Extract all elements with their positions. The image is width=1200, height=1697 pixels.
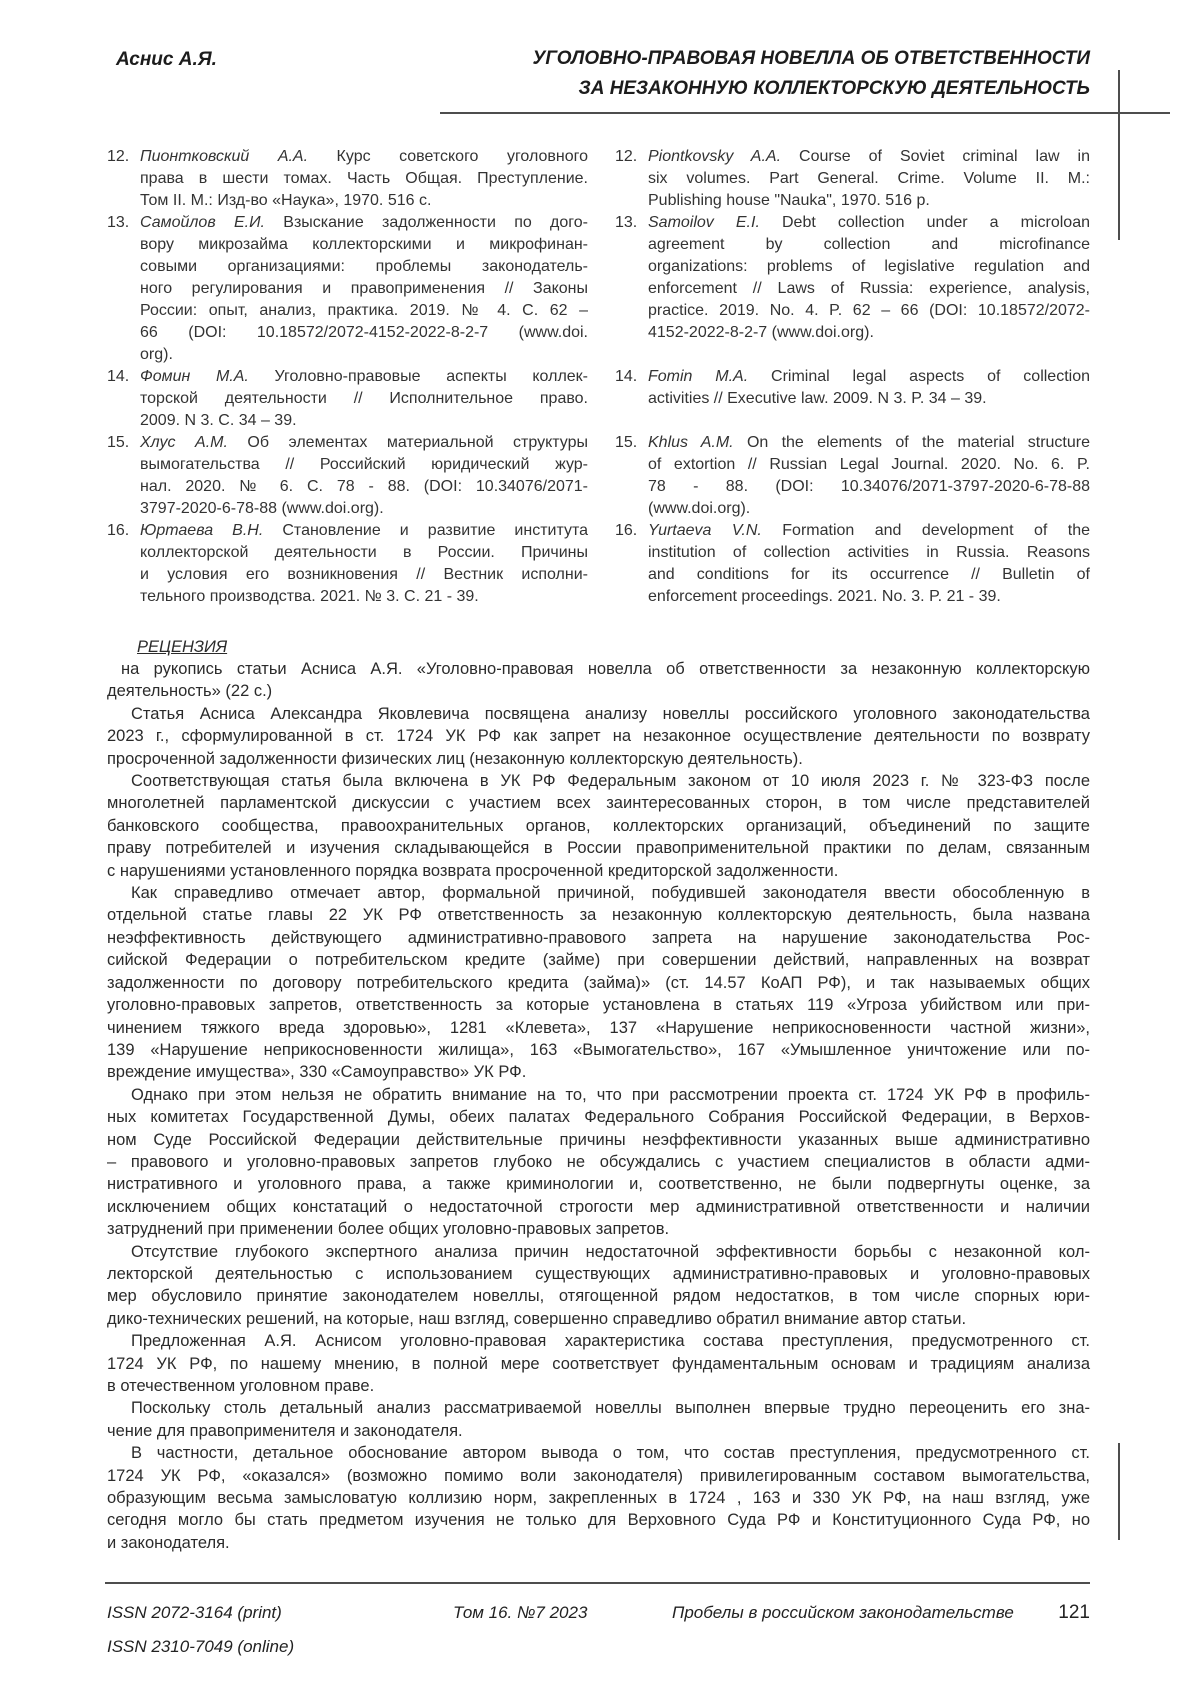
text-line: Самойлов Е.И. Взыскание задолженности по дого-: [140, 214, 588, 231]
review-section: [107, 636, 1090, 1554]
review-paragraph: [107, 1241, 1090, 1331]
text-line: – правового и уголовно-правовых запретов глубоко не обсуждались с участием специалистов в области адми-: [107, 1152, 1090, 1171]
text-line: вору микрозайма коллекторскими и микрофинан-: [140, 236, 588, 253]
reference-number: 14.: [107, 368, 130, 385]
reference-number: 15.: [107, 434, 130, 451]
reference-text: [140, 520, 588, 608]
reference-text: [648, 432, 1090, 520]
text-line: сийской Федерации о потребительском кредите (займе) при совершении действий, направленных на возврат: [107, 951, 1090, 970]
reference-number: 13.: [107, 214, 130, 231]
text-line: уголовно-правовых запретов, ответственность за которые установлена в статьях 119 «Угроза убийством или при-: [107, 996, 1090, 1015]
text-line: дико-технических решений, на которые, наш взгляд, совершенно справедливо обратил внимание автор статьи.: [107, 1309, 967, 1328]
text-line: 3797-2020-6-78-88 (www.doi.org).: [140, 500, 384, 517]
reference-author: Samoilov E.I.: [648, 214, 782, 231]
reference-item-en: [615, 520, 1090, 608]
review-paragraph: [107, 1084, 1090, 1241]
text-line: Однако при этом нельзя не обратить внимание на то, что при рассмотрении проекта ст. 1724 УК РФ в профиль-: [131, 1085, 1090, 1104]
text-line: многолетней парламентской дискуссии с участием всех заинтересованных сторон, в том числе представителей: [107, 794, 1090, 813]
text-line: practice. 2019. No. 4. P. 62 – 66 (DOI: 10.18572/2072-: [648, 302, 1090, 319]
text-line: 66 (DOI: 10.18572/2072-4152-2022-8-2-7 (www.doi.: [140, 324, 588, 341]
text-line: 1724 УК РФ, «оказался» (возможно помимо воли законодателя) привилегированным составом вымогательства,: [107, 1466, 1090, 1485]
reference-item-en: [615, 366, 1090, 432]
text-line: и условия его возникновения // Вестник исполни-: [140, 566, 588, 583]
reference-number: 12.: [107, 148, 130, 165]
text-line: коллекторской деятельности в России. Причины: [140, 544, 588, 561]
text-line: Поскольку столь детальный анализ рассматриваемой новеллы выполнен впервые трудно переоценить его зна-: [131, 1399, 1090, 1418]
reference-number: 16.: [615, 522, 638, 539]
references-list: [107, 146, 1090, 608]
text-line: 2023 г., сформулированной в ст. 1724 УК РФ как запрет на незаконное осуществление деятельности по возврату: [107, 727, 1090, 746]
reference-author: Пионтковский А.А.: [140, 148, 337, 165]
text-line: образующим весьма замысловатую коллизию норм, закрепленных в 1724 , 163 и 330 УК РФ, на наш взгляд, уже: [107, 1489, 1090, 1508]
text-line: торской деятельности // Исполнительное право.: [140, 390, 588, 407]
page-footer: [107, 1596, 1090, 1676]
text-line: неэффективность действующего административно-правового запрета на нарушение законодательства Рос-: [107, 928, 1090, 947]
reference-text: [648, 520, 1090, 608]
text-line: (www.doi.org).: [648, 500, 751, 517]
header-rule: [440, 112, 1170, 114]
reference-author: Фомин М.А.: [140, 368, 275, 385]
journal-name: Пробелы в российском законодательстве: [672, 1603, 1014, 1622]
text-line: тельного производства. 2021. № 3. С. 21 - 39.: [140, 588, 479, 605]
text-line: лекторской деятельностью с использованием существующих административно-правовых и уголовно-правовых: [107, 1264, 1090, 1283]
reference-number: 13.: [615, 214, 638, 231]
text-line: Yurtaeva V.N. Formation and development of the: [648, 522, 1091, 539]
footer-rule: [105, 1582, 1090, 1584]
reference-item-ru: [107, 520, 588, 608]
reference-author: Хлус А.М.: [140, 434, 248, 451]
text-line: 4152-2022-8-2-7 (www.doi.org).: [648, 324, 874, 341]
review-heading: РЕЦЕНЗИЯ: [137, 638, 228, 656]
text-line: отдельной статье главы 22 УК РФ ответственность за незаконную коллекторскую деятельность, была названа: [107, 906, 1090, 925]
text-line: Фомин М.А. Уголовно-правовые аспекты коллек-: [140, 368, 588, 385]
text-line: задолженности по договору потребительского кредита (займа)» (ст. 14.57 КоАП РФ), и так называемых общих: [107, 973, 1090, 992]
text-line: с нарушениями установленного порядка возврата просроченной кредиторской задолженности.: [107, 861, 839, 880]
reference-text: [140, 212, 588, 366]
text-line: сегодня могло бы стать предметом изучения не только для Верховного Суда РФ и Конституционного Суда РФ, но: [107, 1511, 1090, 1530]
reference-item-en: [615, 212, 1090, 366]
reference-text: [140, 432, 588, 520]
text-line: на рукопись статьи Асниса А.Я. «Уголовно-правовая новелла об ответственности за незаконную коллекторскую: [121, 660, 1090, 678]
text-line: нистративного и уголовного права, а также криминологии и, соответственно, не были подвергнуты оценке, за: [107, 1175, 1090, 1194]
volume-issue: Том 16. №7 2023: [453, 1603, 588, 1622]
reference-text: [140, 146, 588, 212]
reference-item-ru: [107, 146, 588, 212]
text-line: права в шести томах. Часть Общая. Преступление.: [140, 170, 588, 187]
text-line: В частности, детальное обоснование автором вывода о том, что состав преступления, предусмотренного ст.: [131, 1444, 1090, 1463]
text-line: ных комитетах Государственной Думы, обеих палатах Федерального Собрания Российской Федерации, в Верхов-: [107, 1108, 1090, 1127]
text-line: Как справедливо отмечает автор, формальной причиной, побудившей законодателя ввести обособленную в: [131, 884, 1090, 903]
review-paragraph: [107, 770, 1090, 882]
reference-number: 16.: [107, 522, 130, 539]
reference-text: [140, 366, 588, 432]
text-line: нал. 2020. № 6. С. 78 - 88. (DOI: 10.34076/2071-: [140, 478, 588, 495]
margin-change-bar-bottom: [1118, 1443, 1120, 1540]
reference-item-en: [615, 146, 1090, 212]
page-header-author: Аснис А.Я.: [116, 49, 217, 70]
text-line: six volumes. Part General. Crime. Volume II. M.:: [648, 170, 1090, 187]
text-line: agreement by collection and microfinance: [648, 236, 1090, 253]
text-line: ного регулирования и правоприменения // Законы: [140, 280, 588, 297]
reference-text: [648, 366, 1090, 410]
review-body: [107, 658, 1090, 1554]
text-line: enforcement proceedings. 2021. No. 3. P. 21 - 39.: [648, 588, 1001, 605]
text-line: затруднений при применении более общих уголовно-правовых запретов.: [107, 1220, 670, 1239]
text-line: Юртаева В.Н. Становление и развитие института: [140, 522, 589, 539]
text-line: чинением тяжкого вреда здоровью», 1281 «Клевета», 137 «Нарушение неприкосновенности частной жизни»,: [107, 1018, 1090, 1037]
review-paragraph: [107, 1397, 1090, 1442]
text-line: Предложенная А.Я. Аснисом уголовно-правовая характеристика состава преступления, предусмотренного ст.: [131, 1332, 1090, 1351]
text-line: деятельность» (22 с.): [107, 682, 273, 701]
review-paragraph: [107, 882, 1090, 1084]
text-line: просроченной задолженности физических лиц (незаконную коллекторскую деятельность).: [107, 749, 803, 768]
text-line: Том II. М.: Изд-во «Наука», 1970. 516 с.: [140, 192, 432, 209]
text-line: праву потребителей и изучения складывающейся в России правоприменительной практики по делам, связанным: [107, 839, 1090, 858]
reference-number: 15.: [615, 434, 638, 451]
text-line: Статья Асниса Александра Яковлевича посвящена анализу новеллы российского уголовного законодательства: [131, 704, 1090, 723]
text-line: совыми организациями: проблемы законодатель-: [140, 258, 588, 275]
text-line: Khlus A.M. On the elements of the material structure: [648, 434, 1090, 451]
text-line: 1724 УК РФ, по нашему мнению, в полной мере соответствует фундаментальным основам и традициям анализа: [107, 1354, 1090, 1373]
text-line: вымогательства // Российский юридический жур-: [140, 456, 588, 473]
text-line: мер обусловило принятие законодателем новеллы, отягощенной рядом недостатков, в том числе спорных юри-: [107, 1287, 1090, 1306]
text-line: Пионтковский А.А. Курс советского уголовного: [140, 148, 588, 165]
reference-item-ru: [107, 366, 588, 432]
issn-online: ISSN 2310-7049 (online): [107, 1637, 295, 1656]
text-line: ном Суде Российской Федерации действительные причины неэффективности указанных выше административно: [107, 1130, 1090, 1149]
text-line: institution of collection activities in Russia. Reasons: [648, 544, 1090, 561]
reference-text: [648, 146, 1090, 212]
text-line: of extortion // Russian Legal Journal. 2020. No. 6. P.: [648, 456, 1090, 473]
issn-print: ISSN 2072-3164 (print): [107, 1603, 282, 1622]
text-line: org).: [140, 346, 173, 363]
text-line: Fomin M.A. Criminal legal aspects of collection: [648, 368, 1091, 385]
text-line: 139 «Нарушение неприкосновенности жилища», 163 «Вымогательство», 167 «Умышленное уничтожение или по-: [107, 1040, 1090, 1059]
text-line: Samoilov E.I. Debt collection under a microloan: [648, 214, 1090, 231]
reference-number: 12.: [615, 148, 638, 165]
text-line: activities // Executive law. 2009. N 3. P. 34 – 39.: [648, 390, 987, 407]
text-line: Хлус А.М. Об элементах материальной структуры: [140, 434, 588, 451]
review-paragraph: [107, 1442, 1090, 1554]
issn-block: [107, 1596, 294, 1664]
text-line: Piontkovsky A.A. Course of Soviet criminal law in: [648, 148, 1090, 165]
review-paragraph: [107, 703, 1090, 770]
reference-author: Fomin M.A.: [648, 368, 772, 385]
text-line: 2009. N 3. С. 34 – 39.: [140, 412, 297, 429]
text-line: Соответствующая статья была включена в УК РФ Федеральным законом от 10 июля 2023 г. № 323-ФЗ после: [131, 772, 1090, 791]
reference-item-ru: [107, 212, 588, 366]
text-line: в отечественном уголовном праве.: [107, 1377, 375, 1395]
text-line: и законодателя.: [107, 1533, 230, 1552]
text-line: Отсутствие глубокого экспертного анализа причин недостаточной эффективности борьбы с незаконной кол-: [131, 1242, 1090, 1261]
text-line: enforcement // Laws of Russia: experience, analysis,: [648, 280, 1090, 297]
review-paragraph: [107, 1330, 1090, 1397]
text-line: organizations: problems of legislative regulation and: [648, 258, 1090, 275]
reference-author: Khlus A.M.: [648, 434, 747, 451]
text-line: банковского сообщества, правоохранительных органов, коллекторских организаций, объединений по защите: [107, 816, 1090, 835]
text-line: исключением общих констатаций о недостаточной строгости мер административной ответственности и наличии: [107, 1197, 1090, 1216]
article-title: [532, 44, 1090, 104]
text-line: вреждение имущества», 330 «Самоуправство» УК РФ.: [107, 1063, 527, 1082]
reference-author: Юртаева В.Н.: [140, 522, 283, 539]
reference-text: [648, 212, 1090, 344]
reference-number: 14.: [615, 368, 638, 385]
reference-author: Piontkovsky A.A.: [648, 148, 800, 165]
text-line: and conditions for its occurrence // Bulletin of: [648, 566, 1090, 583]
text-line: Publishing house "Nauka", 1970. 516 p.: [648, 192, 930, 209]
text-line: России: опыт, анализ, практика. 2019. № 4. С. 62 –: [140, 302, 588, 319]
reference-author: Самойлов Е.И.: [140, 214, 284, 231]
page-number: 121: [1058, 1602, 1090, 1623]
reference-item-en: [615, 432, 1090, 520]
reference-item-ru: [107, 432, 588, 520]
article-title-line: ЗА НЕЗАКОННУЮ КОЛЛЕКТОРСКУЮ ДЕЯТЕЛЬНОСТЬ: [578, 78, 1090, 99]
text-line: чение для правоприменителя и законодателя.: [107, 1421, 463, 1440]
margin-change-bar-top: [1118, 70, 1120, 240]
text-line: 78 - 88. (DOI: 10.34076/2071-3797-2020-6-78-88: [648, 478, 1090, 495]
article-title-line: УГОЛОВНО-ПРАВОВАЯ НОВЕЛЛА ОБ ОТВЕТСТВЕННОСТИ: [532, 48, 1090, 69]
reference-author: Yurtaeva V.N.: [648, 522, 783, 539]
